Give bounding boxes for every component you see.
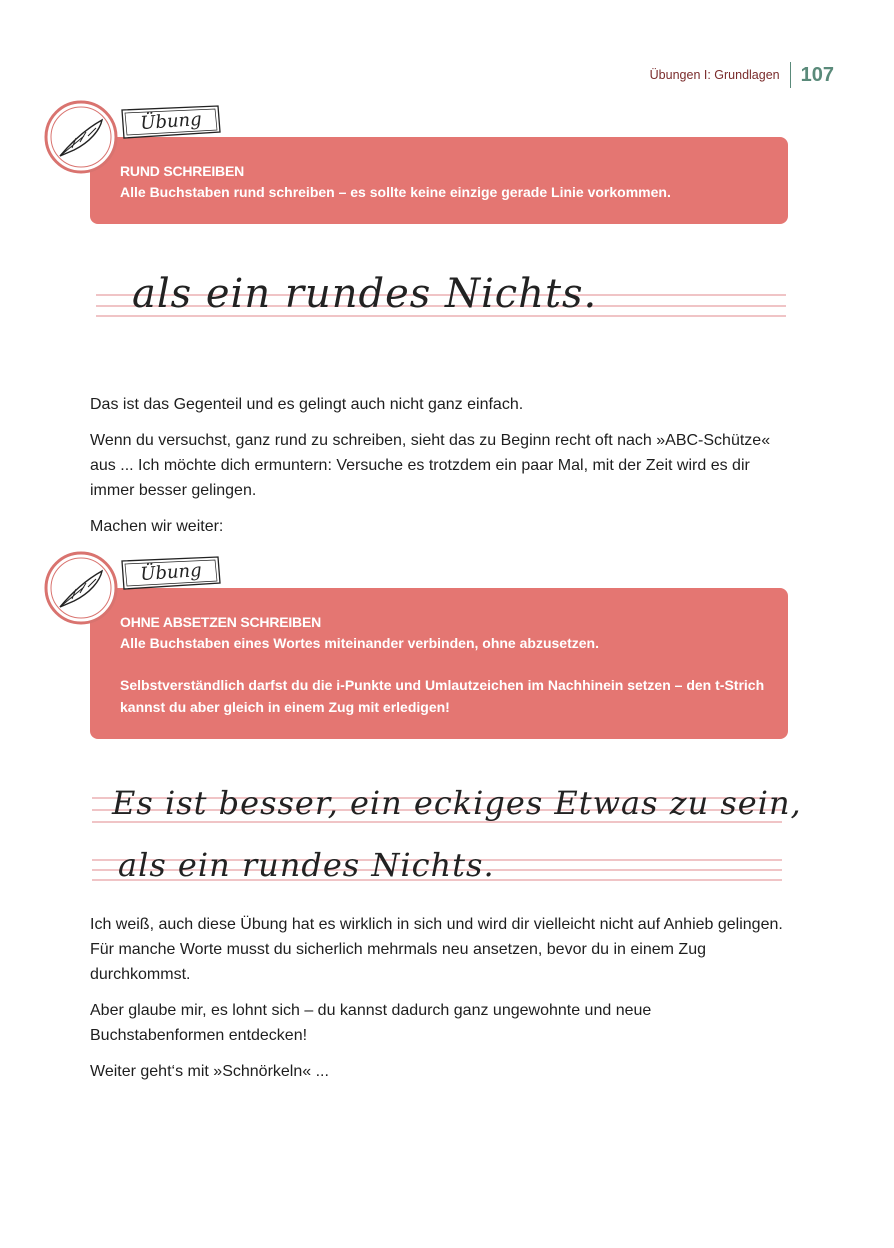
exercise-panel [90,588,788,739]
paragraph: Weiter geht‘s mit »Schnörkeln« ... [90,1063,329,1080]
exercise-text: Alle Buchstaben rund schreiben – es sollte keine einzige gerade Linie vorkommen. [120,184,671,200]
exercise-panel [90,137,788,224]
handwriting-line: Es ist besser, ein eckiges Etwas zu sein, [112,784,802,822]
handwriting-sample-2 [92,780,802,888]
body-text-1 [90,392,790,550]
exercise-title: RUND SCHREIBEN [120,163,244,179]
page-number: 107 [800,63,834,86]
handwriting-line: als ein rundes Nichts. [118,846,495,884]
badge-label: Übung [139,559,203,586]
page-header [650,62,834,88]
body-text-2 [90,912,790,1095]
paragraph: Wenn du versuchst, ganz rund zu schreiben, sieht das zu Beginn recht oft nach »ABC-Schütze« aus ... Ich möchte dich ermuntern: Versuche es trotzdem ein paar Mal, mit der Zeit wird es dir immer besser gelingen. [90,432,771,499]
exercise-text: Alle Buchstaben eines Wortes miteinander verbinden, ohne abzusetzen. [120,635,599,651]
paragraph: Ich weiß, auch diese Übung hat es wirklich in sich und wird dir vielleicht nicht auf Anhieb gelingen. Für manche Worte musst du sicherlich mehrmals neu ansetzen, bevor du in einem Zug durchkommst. [90,916,783,983]
handwriting-sample-1 [96,268,786,326]
paragraph: Aber glaube mir, es lohnt sich – du kannst dadurch ganz ungewohnte und neue Buchstabenformen entdecken! [90,1002,652,1044]
exercise-box-2 [44,551,788,741]
badge-label: Übung [139,108,203,135]
feather-quill-icon [44,551,118,625]
exercise-box-1 [44,100,788,226]
exercise-title: OHNE ABSETZEN SCHREIBEN [120,614,322,630]
paragraph: Das ist das Gegenteil und es gelingt auch nicht ganz einfach. [90,396,524,413]
paragraph: Machen wir weiter: [90,518,224,535]
header-divider [790,62,791,88]
feather-quill-icon [44,100,118,174]
section-title: Übungen I: Grundlagen [649,68,780,82]
exercise-text: Selbstverständlich darfst du die i-Punkte und Umlautzeichen im Nachhinein setzen – den t-Strich kannst du aber gleich in einem Zug mit erledigen! [120,677,765,715]
handwriting-line: als ein rundes Nichts. [132,271,598,317]
